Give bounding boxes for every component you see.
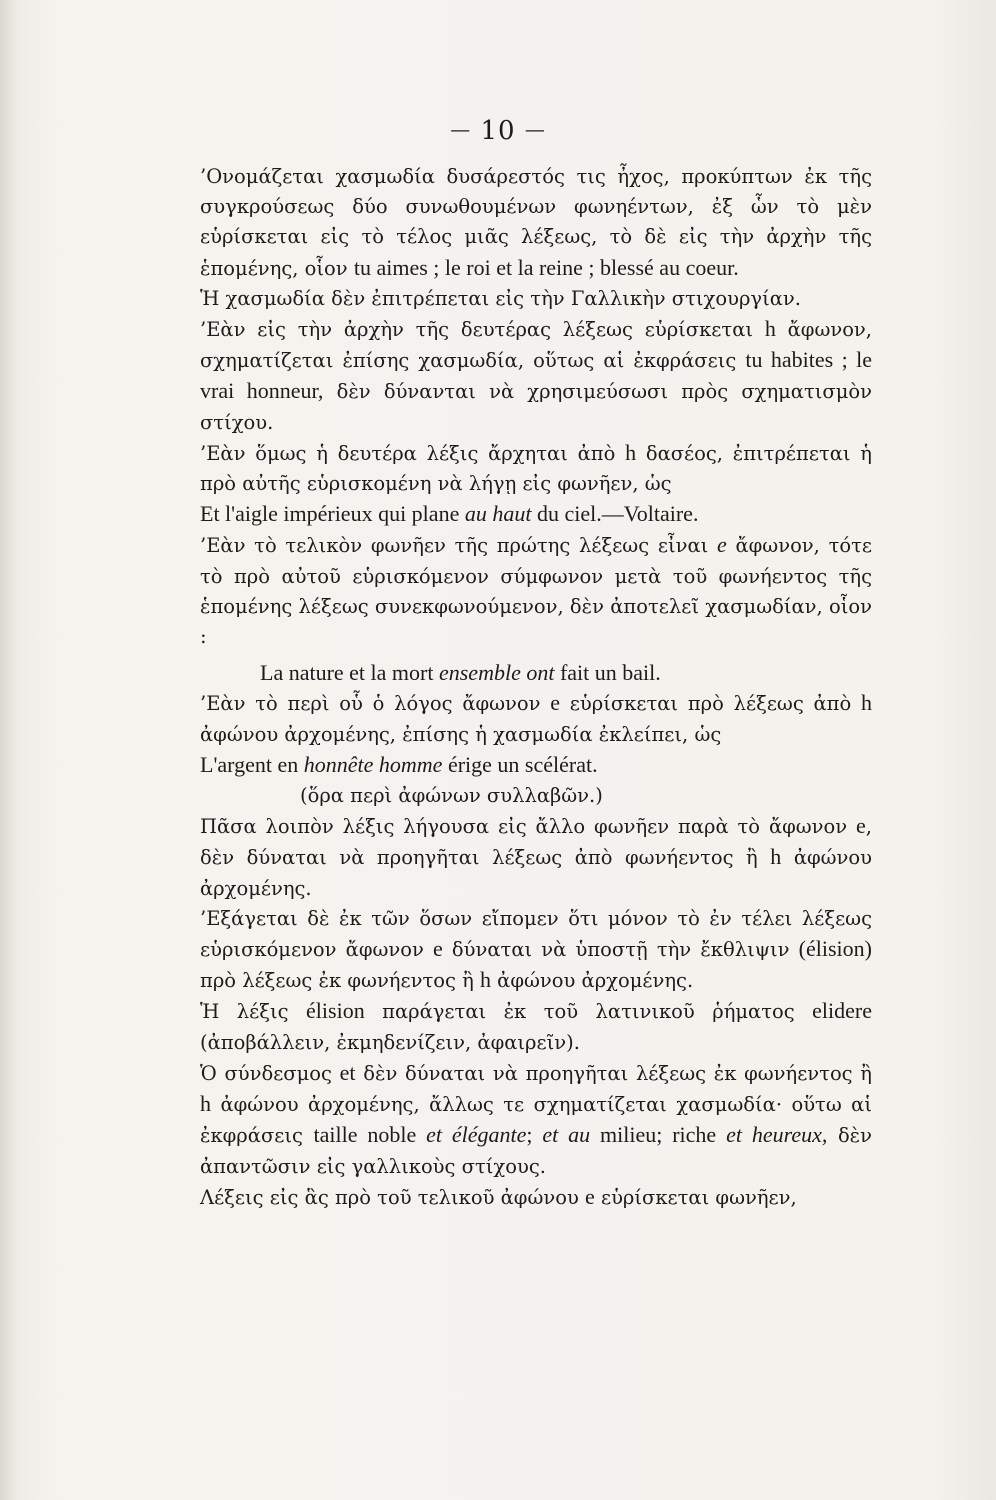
greek-text: ’Εὰν τὸ τελικὸν φωνῆεν τῆς πρώτης λέξεως εἶναι — [200, 534, 717, 558]
french-text: honnête homme — [303, 751, 443, 777]
greek-text: (ὅρα περὶ ἀφώνων συλλαβῶν.) — [300, 784, 603, 808]
french-text: h — [764, 316, 776, 342]
french-text: elidere — [812, 998, 872, 1024]
greek-text: ἀφώνου ἀρχομένης, ἐπίσης ἡ χασμωδία ἐκλείπει, ὡς — [200, 722, 722, 746]
french-text: h — [861, 690, 872, 716]
french-text: tu habites ; le vrai honneur, — [200, 347, 873, 404]
greek-text: ἄφωνον, σχηματίζεται ἐπίσης χασμωδία, οὕτως αἱ ἐκφράσεις — [200, 318, 872, 373]
french-text: et élégante — [426, 1122, 527, 1148]
french-text: e — [433, 936, 443, 962]
cross-reference — [200, 781, 872, 811]
paragraph — [200, 530, 872, 652]
paragraph — [200, 1182, 872, 1213]
french-text: h — [200, 1091, 211, 1117]
greek-text: Ἡ χασμωδία δὲν ἐπιτρέπεται εἰς τὴν Γαλλικὴν στιχουργίαν. — [200, 286, 801, 310]
greek-text: εὑρίσκεται πρὸ λέξεως ἀπὸ — [560, 692, 861, 716]
greek-text: δασέος, ἐπιτρέπεται ἡ πρὸ αὐτῆς εὑρισκομένη νὰ λήγῃ εἰς φωνῆεν, ὡς — [200, 441, 872, 496]
page-header — [0, 116, 996, 146]
french-text: élision — [306, 998, 365, 1024]
french-text: érige un scélérat. — [442, 751, 598, 777]
paragraph — [200, 904, 872, 997]
french-text: h — [770, 844, 782, 870]
paragraph — [200, 688, 872, 749]
paragraph — [200, 438, 872, 499]
french-text: h — [479, 967, 491, 993]
french-text: taille noble — [313, 1122, 427, 1148]
greek-text: ’Εὰν τὸ περὶ οὗ ὁ λόγος ἄφωνον — [200, 692, 551, 716]
french-text: ensemble ont — [438, 660, 555, 686]
greek-text: παράγεται ἐκ τοῦ λατινικοῦ ῥήματος — [364, 1000, 813, 1024]
greek-text: δὲν δύναται νὰ προηγῆται λέξεως ἐκ φωνήεντος ἢ — [355, 1061, 872, 1085]
french-text: et — [339, 1059, 356, 1085]
greek-text: ’Εξάγεται δὲ ἐκ τῶν ὅσων εἴπομεν ὅτι μόνον τὸ ἐν τέλει λέξεως εὑρισκόμενον ἄφωνον — [200, 906, 872, 962]
french-text: e — [717, 532, 727, 558]
french-text: et heureux, — [726, 1122, 828, 1148]
french-text: du ciel.—Voltaire. — [531, 501, 699, 527]
french-text: tu aimes ; le roi et la reine ; blessé au coeur. — [353, 254, 739, 280]
paragraph — [200, 811, 872, 904]
header-dash-left: — — [450, 117, 472, 141]
greek-text: ἀφώνου ἀρχομένης. — [490, 969, 694, 993]
french-text: ; — [526, 1122, 543, 1148]
french-text: h — [625, 439, 637, 465]
greek-text: ’Ονομάζεται χασμωδία δυσάρεστός τις ἦχος, προκύπτων ἐκ τῆς συγκρούσεως δύο συνωθουμένων φωνηέντων, ἐξ ὧν τὸ μὲν εὑρίσκεται εἰς τὸ τέλος μιᾶς λέξεως, τὸ δὲ εἰς τὴν ἀρχὴν τῆς ἑπομένης, οἷον — [200, 165, 872, 280]
paragraph — [200, 1058, 872, 1182]
paragraph — [200, 284, 872, 314]
french-text: e — [856, 813, 866, 839]
greek-text: (ἀποβάλλειν, ἐκμηδενίζειν, ἀφαιρεῖν). — [200, 1030, 580, 1054]
french-text: e — [585, 1183, 595, 1209]
french-text: milieu; riche — [590, 1122, 727, 1148]
greek-text: ἄφωνον, τότε τὸ πρὸ αὐτοῦ εὑρισκόμενον σύμφωνον μετὰ τοῦ φωνήεντος τῆς ἑπομένης λέξεως συνεκφωνούμενον, δὲν ἀποτελεῖ χασμωδίαν, οἷον : — [200, 534, 872, 649]
greek-text: πρὸ λέξεως ἐκ φωνήεντος ἢ — [200, 969, 480, 993]
french-text: Et l'aigle impérieux qui plane — [200, 501, 465, 527]
quote-line — [200, 750, 872, 781]
greek-text: Ὁ σύνδεσμος — [200, 1061, 340, 1085]
greek-text: ἀφώνου ἀρχομένης, ἄλλως τε σχηματίζεται χασμωδία· οὕτω αἱ ἐκφράσεις — [200, 1093, 872, 1148]
header-dash-right: — — [524, 117, 546, 141]
greek-text: Ἡ λέξις — [200, 1000, 307, 1024]
french-text: fait un bail. — [554, 660, 661, 686]
greek-text: Λέξεις εἰς ἃς πρὸ τοῦ τελικοῦ ἀφώνου — [200, 1185, 585, 1209]
french-text: e — [550, 690, 561, 716]
paragraph — [200, 314, 872, 438]
greek-text: εὑρίσκεται φωνῆεν, — [594, 1185, 797, 1209]
greek-text: ἀφώνου ἀρχομένης. — [200, 846, 872, 900]
french-text: et au — [542, 1122, 591, 1148]
greek-text: ’Εὰν ὅμως ἡ δευτέρα λέξις ἄρχηται ἀπὸ — [200, 441, 626, 465]
quote-line — [200, 499, 872, 530]
verse-line — [200, 658, 872, 688]
french-text: L'argent en — [200, 751, 304, 777]
greek-text: δὲν δύνανται νὰ χρησιμεύσωσι πρὸς σχηματισμὸν στίχου. — [200, 380, 872, 434]
french-text: (élision) — [798, 936, 872, 962]
paragraph — [200, 996, 872, 1057]
body-text — [200, 162, 872, 1213]
french-text: La nature et la mort — [260, 660, 439, 686]
greek-text: δὲν ἀπαντῶσιν εἰς γαλλικοὺς στίχους. — [200, 1124, 873, 1178]
greek-text: Πᾶσα λοιπὸν λέξις λήγουσα εἰς ἄλλο φωνῆεν παρὰ τὸ ἄφωνον — [200, 815, 857, 839]
paragraph — [200, 162, 872, 284]
page-number: 10 — [480, 116, 516, 146]
greek-text: δύναται νὰ ὑποστῇ τὴν ἔκθλιψιν — [442, 938, 799, 962]
french-text: au haut — [464, 501, 532, 527]
greek-text: ’Εὰν εἰς τὴν ἀρχὴν τῆς δευτέρας λέξεως εὑρίσκεται — [200, 318, 765, 342]
greek-text: , δὲν δύναται νὰ προηγῆται λέξεως ἀπὸ φωνήεντος ἢ — [200, 815, 872, 870]
